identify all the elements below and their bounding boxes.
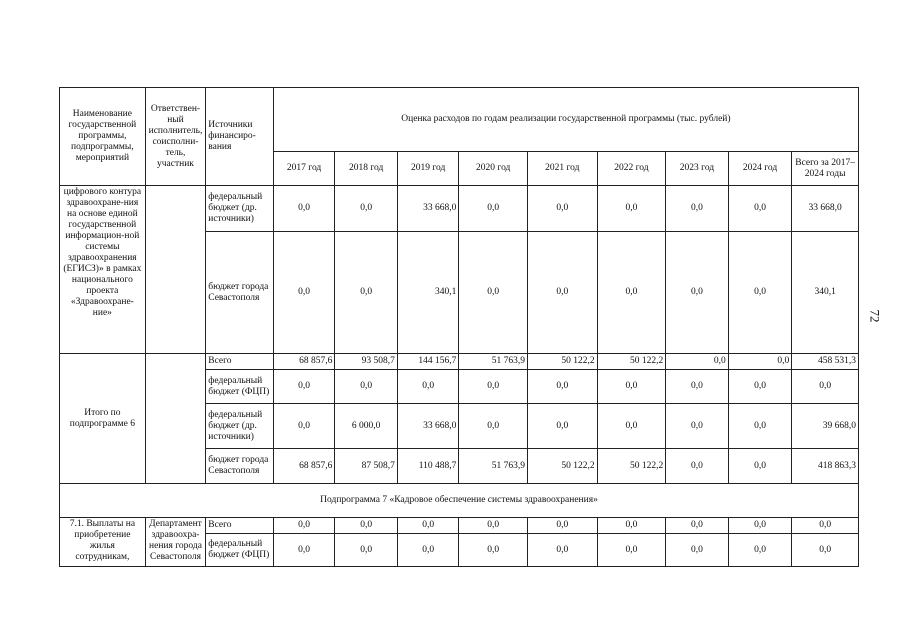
header-source: Источники финансиро-вания [206, 88, 274, 186]
table-row [60, 518, 859, 534]
value-cell: 0,0 [335, 518, 398, 534]
value-cell: 51 763,9 [459, 449, 528, 484]
value-cell: 0,0 [597, 518, 666, 534]
header-year: 2024 год [728, 152, 792, 186]
value-cell: 0,0 [273, 518, 335, 534]
header-year: 2023 год [666, 152, 729, 186]
page-number: 72 [867, 309, 883, 323]
value-total-cell: 0,0 [792, 370, 859, 404]
value-total-cell: 418 863,3 [792, 449, 859, 484]
header-estimate: Оценка расходов по годам реализации государственной программы (тыс. рублей) [273, 88, 858, 152]
value-cell: 0,0 [597, 232, 666, 354]
value-cell: 340,1 [397, 232, 459, 354]
source-cell: Всего [206, 518, 274, 534]
value-total-cell: 340,1 [792, 232, 859, 354]
value-cell: 0,0 [728, 404, 792, 449]
header-name: Наименование государственной программы, подпрограммы, мероприятий [60, 88, 146, 186]
value-cell: 51 763,9 [459, 354, 528, 370]
value-cell: 0,0 [666, 534, 729, 567]
header-row-1 [60, 88, 859, 152]
header-year: 2022 год [597, 152, 666, 186]
value-cell: 0,0 [273, 370, 335, 404]
responsible-cell: Департамент здравоохра-нения города Севастополя [145, 518, 206, 567]
value-cell: 0,0 [597, 534, 666, 567]
value-cell: 0,0 [597, 404, 666, 449]
header-year: 2019 год [397, 152, 459, 186]
value-cell: 0,0 [728, 534, 792, 567]
value-cell: 0,0 [397, 518, 459, 534]
value-cell: 68 857,6 [273, 449, 335, 484]
value-cell: 0,0 [666, 232, 729, 354]
value-cell: 0,0 [597, 186, 666, 232]
header-responsible: Ответствен-ный исполнитель, соисполни-тель, участник [145, 88, 206, 186]
source-cell: Всего [206, 354, 274, 370]
value-cell: 144 156,7 [397, 354, 459, 370]
subprogram-row [60, 484, 859, 518]
value-cell: 0,0 [273, 404, 335, 449]
responsible-cell [145, 354, 206, 484]
source-cell: федеральный бюджет (ФЦП) [206, 534, 274, 567]
value-cell: 0,0 [666, 518, 729, 534]
source-cell: бюджет города Севастополя [206, 232, 274, 354]
header-year-total: Всего за 2017–2024 годы [792, 152, 859, 186]
value-cell: 0,0 [335, 186, 398, 232]
value-cell: 0,0 [528, 404, 598, 449]
table-row [60, 354, 859, 370]
value-cell: 0,0 [728, 354, 792, 370]
value-cell: 0,0 [335, 534, 398, 567]
value-cell: 0,0 [666, 449, 729, 484]
value-cell: 0,0 [728, 518, 792, 534]
value-cell: 0,0 [397, 370, 459, 404]
source-cell: федеральный бюджет (ФЦП) [206, 370, 274, 404]
value-cell: 0,0 [528, 370, 598, 404]
value-total-cell: 0,0 [792, 518, 859, 534]
value-cell: 0,0 [728, 186, 792, 232]
value-cell: 0,0 [666, 186, 729, 232]
responsible-cell [145, 186, 206, 354]
value-cell: 6 000,0 [335, 404, 398, 449]
value-cell: 0,0 [597, 370, 666, 404]
source-cell: федеральный бюджет (др. источники) [206, 404, 274, 449]
value-cell: 0,0 [397, 534, 459, 567]
value-cell: 110 488,7 [397, 449, 459, 484]
measure-name: цифрового контура здравоохране-ния на основе единой государственной информацион-ной системы здравоохранения (ЕГИСЗ)» в рамках национального проекта «Здравоохране-ние» [60, 186, 146, 354]
value-cell: 0,0 [528, 186, 598, 232]
value-cell: 0,0 [273, 534, 335, 567]
value-cell: 50 122,2 [528, 449, 598, 484]
value-cell: 0,0 [459, 518, 528, 534]
value-cell: 0,0 [528, 518, 598, 534]
value-cell: 0,0 [528, 534, 598, 567]
value-cell: 0,0 [666, 404, 729, 449]
value-cell: 0,0 [273, 186, 335, 232]
value-total-cell: 39 668,0 [792, 404, 859, 449]
subtotal-name: Итого по подпрограмме 6 [60, 354, 146, 484]
value-cell: 33 668,0 [397, 186, 459, 232]
value-cell: 0,0 [459, 404, 528, 449]
value-cell: 50 122,2 [528, 354, 598, 370]
value-cell: 0,0 [666, 354, 729, 370]
value-total-cell: 458 531,3 [792, 354, 859, 370]
value-cell: 87 508,7 [335, 449, 398, 484]
value-cell: 0,0 [459, 232, 528, 354]
source-cell: федеральный бюджет (др. источники) [206, 186, 274, 232]
value-cell: 0,0 [459, 534, 528, 567]
source-cell: бюджет города Севастополя [206, 449, 274, 484]
value-cell: 0,0 [273, 232, 335, 354]
value-cell: 0,0 [728, 449, 792, 484]
value-total-cell: 33 668,0 [792, 186, 859, 232]
header-year: 2017 год [273, 152, 335, 186]
header-year: 2020 год [459, 152, 528, 186]
value-cell: 33 668,0 [397, 404, 459, 449]
measure-name: 7.1. Выплаты на приобретение жилья сотрудникам, [60, 518, 146, 567]
value-cell: 0,0 [459, 186, 528, 232]
value-cell: 0,0 [728, 232, 792, 354]
value-total-cell: 0,0 [792, 534, 859, 567]
header-year: 2018 год [335, 152, 398, 186]
value-cell: 0,0 [728, 370, 792, 404]
value-cell: 68 857,6 [273, 354, 335, 370]
value-cell: 0,0 [459, 370, 528, 404]
value-cell: 50 122,2 [597, 449, 666, 484]
value-cell: 0,0 [666, 370, 729, 404]
table-row [60, 186, 859, 232]
value-cell: 0,0 [335, 232, 398, 354]
subprogram-title: Подпрограмма 7 «Кадровое обеспечение системы здравоохранения» [60, 484, 859, 518]
value-cell: 0,0 [528, 232, 598, 354]
value-cell: 50 122,2 [597, 354, 666, 370]
value-cell: 0,0 [335, 370, 398, 404]
header-year: 2021 год [528, 152, 598, 186]
value-cell: 93 508,7 [335, 354, 398, 370]
budget-table [59, 87, 859, 567]
